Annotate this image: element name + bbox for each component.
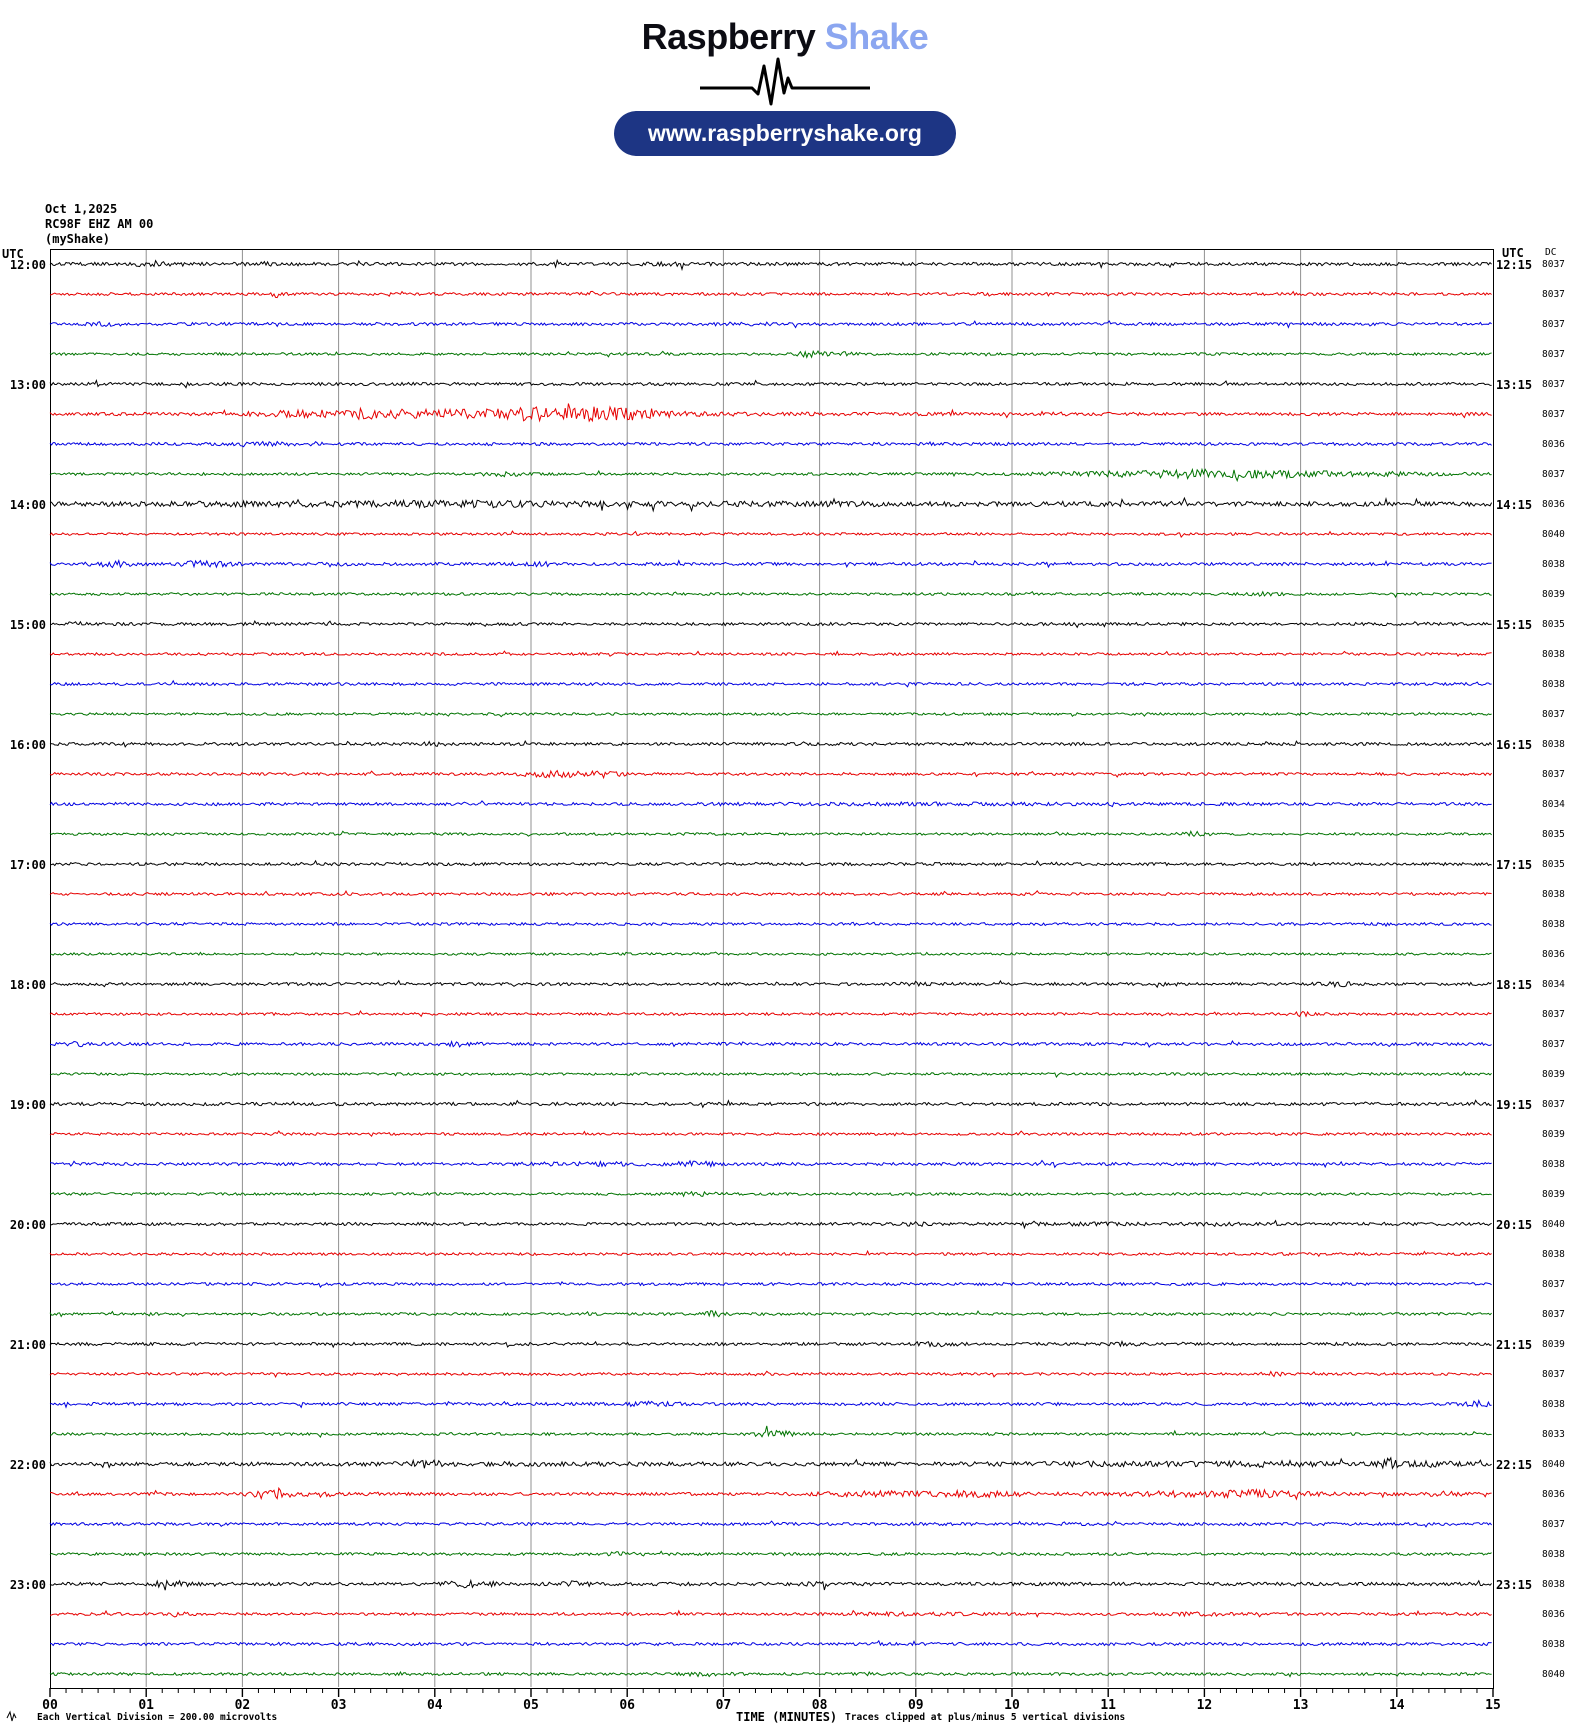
helicorder-trace [50, 651, 1492, 656]
dc-value: 8038 [1542, 889, 1565, 900]
helicorder-trace [50, 1100, 1492, 1107]
helicorder-trace [50, 442, 1492, 447]
x-tick-label: 04 [426, 1698, 443, 1713]
hour-label-right: 20:15 [1496, 1218, 1533, 1232]
dc-value: 8038 [1542, 1159, 1565, 1170]
dc-value: 8037 [1542, 259, 1565, 270]
dc-value: 8039 [1542, 1339, 1565, 1350]
station-id: RC98F EHZ AM 00 [45, 217, 154, 231]
hour-label-left: 15:00 [9, 618, 46, 632]
dc-value: 8037 [1542, 1039, 1565, 1050]
hour-label-right: 12:15 [1496, 258, 1533, 272]
dc-value: 8038 [1542, 559, 1565, 570]
dc-value: 8037 [1542, 709, 1565, 720]
dc-value: 8038 [1542, 1399, 1565, 1410]
helicorder-trace [50, 1611, 1492, 1617]
helicorder-trace [50, 922, 1492, 926]
helicorder-trace [50, 1342, 1492, 1348]
hour-label-left: 13:00 [9, 378, 46, 392]
dc-value: 8037 [1542, 769, 1565, 780]
logo-text-shake: Shake [824, 16, 929, 57]
hour-label-right: 13:15 [1496, 378, 1533, 392]
dc-value: 8037 [1542, 319, 1565, 330]
station-date: Oct 1,2025 [45, 202, 118, 216]
dc-value: 8037 [1542, 409, 1565, 420]
helicorder-trace [50, 1221, 1492, 1228]
helicorder-trace [50, 381, 1492, 388]
hour-label-right: 16:15 [1496, 738, 1533, 752]
dc-value: 8037 [1542, 1099, 1565, 1110]
x-tick-label: 10 [1004, 1698, 1020, 1713]
helicorder-trace [50, 1251, 1492, 1256]
x-tick-label: 01 [138, 1698, 155, 1713]
hour-label-right: 17:15 [1496, 858, 1533, 872]
helicorder-trace [50, 1041, 1492, 1047]
helicorder-trace [50, 1282, 1492, 1287]
helicorder-trace [50, 1311, 1492, 1317]
hour-label-left: 22:00 [9, 1458, 46, 1472]
hour-label-left: 19:00 [9, 1098, 46, 1112]
dc-value: 8035 [1542, 859, 1565, 870]
helicorder-trace [50, 681, 1492, 687]
helicorder-trace [50, 1192, 1492, 1197]
dc-value: 8037 [1542, 1519, 1565, 1530]
dc-value: 8039 [1542, 1129, 1565, 1140]
helicorder-trace [50, 1072, 1492, 1077]
helicorder-trace [50, 1401, 1492, 1408]
helicorder-trace [50, 1488, 1492, 1499]
helicorder-trace [50, 1458, 1492, 1468]
x-tick-label: 06 [619, 1698, 636, 1713]
helicorder-trace [50, 981, 1492, 988]
helicorder-trace [50, 801, 1492, 807]
dc-value: 8033 [1542, 1429, 1565, 1440]
hour-label-right: 18:15 [1496, 978, 1533, 992]
helicorder-trace [50, 861, 1492, 866]
dc-value: 8037 [1542, 1309, 1565, 1320]
helicorder-trace [50, 1641, 1492, 1646]
helicorder-trace [50, 1551, 1492, 1556]
dc-value: 8037 [1542, 349, 1565, 360]
helicorder-trace [50, 741, 1492, 747]
helicorder-trace [50, 621, 1492, 627]
hour-label-right: 15:15 [1496, 618, 1533, 632]
helicorder-trace [50, 592, 1492, 597]
helicorder-trace [50, 712, 1492, 717]
dc-value: 8036 [1542, 949, 1565, 960]
dc-value: 8038 [1542, 1639, 1565, 1650]
helicorder-trace [50, 1672, 1492, 1677]
helicorder-trace [50, 771, 1492, 778]
helicorder-trace [50, 1521, 1492, 1527]
utc-right-header: UTC [1502, 246, 1524, 260]
x-tick-label: 11 [1100, 1698, 1117, 1713]
website-link-button[interactable]: www.raspberryshake.org [614, 111, 956, 156]
x-tick-label: 05 [523, 1698, 539, 1713]
dc-value: 8037 [1542, 289, 1565, 300]
helicorder-trace [50, 1131, 1492, 1136]
hour-label-left: 14:00 [9, 498, 46, 512]
x-tick-label: 03 [330, 1698, 347, 1713]
dc-value: 8039 [1542, 1189, 1565, 1200]
dc-value: 8037 [1542, 379, 1565, 390]
dc-value: 8036 [1542, 1609, 1565, 1620]
dc-value: 8035 [1542, 619, 1565, 630]
hour-label-left: 18:00 [9, 978, 46, 992]
dc-value: 8039 [1542, 589, 1565, 600]
helicorder-trace [50, 952, 1492, 955]
dc-value: 8037 [1542, 1009, 1565, 1020]
dc-value: 8038 [1542, 679, 1565, 690]
dc-value: 8035 [1542, 829, 1565, 840]
dc-value: 8036 [1542, 1489, 1565, 1500]
dc-value: 8038 [1542, 1249, 1565, 1260]
helicorder-trace [50, 351, 1492, 357]
helicorder-trace [50, 321, 1492, 328]
helicorder-trace [50, 1581, 1492, 1591]
dc-value: 8037 [1542, 469, 1565, 480]
hour-label-right: 21:15 [1496, 1338, 1533, 1352]
dc-value: 8040 [1542, 1219, 1565, 1230]
helicorder-trace [50, 1011, 1492, 1017]
plot-border [51, 250, 1494, 1689]
dc-value: 8038 [1542, 649, 1565, 660]
hour-label-right: 19:15 [1496, 1098, 1533, 1112]
dc-value: 8037 [1542, 1279, 1565, 1290]
scale-marker-glyph [7, 1712, 16, 1721]
x-tick-label: 07 [715, 1698, 732, 1713]
x-tick-label: 02 [234, 1698, 251, 1713]
helicorder-trace [50, 1371, 1492, 1377]
dc-value: 8036 [1542, 439, 1565, 450]
helicorder-trace [50, 498, 1492, 511]
dc-value: 8036 [1542, 499, 1565, 510]
dc-value: 8040 [1542, 1669, 1565, 1680]
dc-value: 8038 [1542, 1579, 1565, 1590]
helicorder-trace [50, 404, 1492, 422]
hour-label-left: 17:00 [9, 858, 46, 872]
helicorder-trace [50, 831, 1492, 836]
dc-value: 8037 [1542, 1369, 1565, 1380]
dc-value: 8038 [1542, 739, 1565, 750]
x-tick-label: 13 [1292, 1698, 1309, 1713]
helicorder-trace [50, 561, 1492, 568]
hour-label-left: 12:00 [9, 258, 46, 272]
utc-left-header: UTC [2, 247, 24, 261]
dc-value: 8039 [1542, 1069, 1565, 1080]
hour-label-left: 16:00 [9, 738, 46, 752]
dc-value: 8034 [1542, 799, 1565, 810]
clip-note: Traces clipped at plus/minus 5 vertical divisions [845, 1712, 1126, 1723]
dc-value: 8040 [1542, 1459, 1565, 1470]
station-network: (myShake) [45, 232, 111, 246]
dc-value: 8040 [1542, 529, 1565, 540]
logo-text-raspberry: Raspberry [641, 16, 816, 57]
dc-value: 8034 [1542, 979, 1565, 990]
helicorder-trace [50, 531, 1492, 537]
x-tick-label: 00 [42, 1698, 58, 1713]
helicorder-trace [50, 291, 1492, 297]
x-tick-label: 08 [811, 1698, 828, 1713]
x-tick-label: 09 [907, 1698, 924, 1713]
x-tick-label: 14 [1388, 1698, 1405, 1713]
hour-label-right: 22:15 [1496, 1458, 1533, 1472]
hour-label-right: 23:15 [1496, 1578, 1533, 1592]
dc-value: 8038 [1542, 1549, 1565, 1560]
x-tick-label: 12 [1196, 1698, 1213, 1713]
hour-label-right: 14:15 [1496, 498, 1533, 512]
helicorder-trace [50, 1426, 1492, 1437]
hour-label-left: 23:00 [9, 1578, 46, 1592]
scale-note: Each Vertical Division = 200.00 microvolts [37, 1712, 278, 1723]
helicorder-trace [50, 260, 1492, 269]
dc-column-header: DC [1545, 247, 1557, 258]
helicorder-trace [50, 1161, 1492, 1168]
hour-label-left: 21:00 [9, 1338, 46, 1352]
helicorder-trace [50, 891, 1492, 896]
hour-label-left: 20:00 [9, 1218, 46, 1232]
helicorder-trace [50, 469, 1492, 480]
x-axis-title: TIME (MINUTES) [736, 1710, 838, 1724]
x-tick-label: 15 [1485, 1698, 1501, 1713]
dc-value: 8038 [1542, 919, 1565, 930]
